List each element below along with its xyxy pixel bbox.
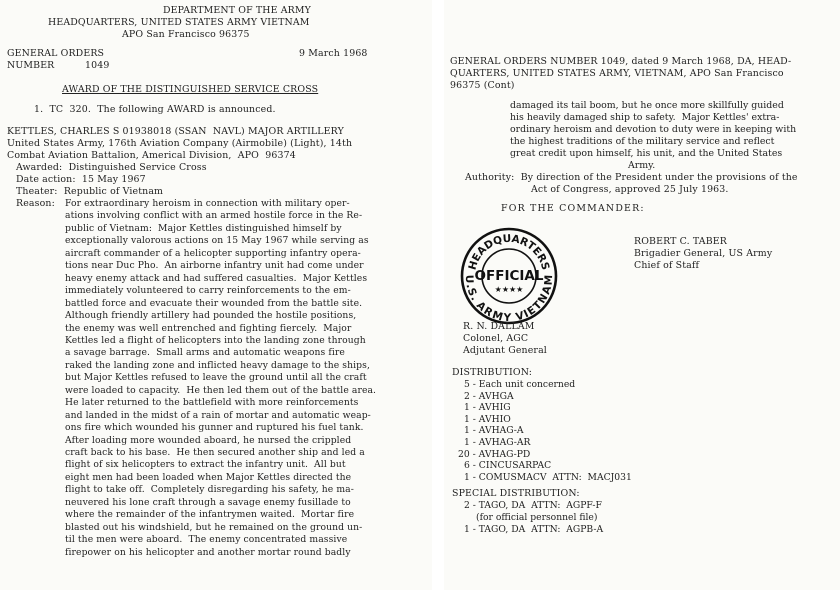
- apo-header: APO San Francisco 96375: [122, 29, 250, 40]
- order-date: 9 March 1968: [299, 48, 368, 59]
- reason-line: flight to take off. Completely disregarding his safety, he ma-: [65, 484, 354, 496]
- seal-bottom-text: U.S. ARMY VIETNAM: [462, 274, 556, 325]
- reason-line: the enemy was well entrenched and fighting fiercely. Major: [65, 322, 352, 334]
- adjutant-rank: Colonel, AGC: [463, 333, 529, 344]
- distribution-item: 6 - CINCUSARPAC: [464, 460, 552, 472]
- continuation-header-3: 96375 (Cont): [450, 80, 515, 91]
- reason-label: Reason:: [16, 198, 55, 209]
- distribution-item: 5 - Each unit concerned: [464, 379, 576, 390]
- reason-line: aircraft commander of a helicopter supporting infantry opera-: [65, 247, 361, 259]
- distribution-item: 1 - AVHAG-A: [464, 425, 524, 437]
- signer-title: Chief of Staff: [634, 260, 700, 271]
- reason-line: public of Vietnam: Major Kettles distinguished himself by: [65, 222, 342, 234]
- reason-line: but Major Kettles refused to leave the ground until all the craft: [65, 372, 367, 384]
- adjutant-name: R. N. DALLAM: [463, 321, 535, 332]
- reason-line: were loaded to capacity. He then led them out of the battle area.: [65, 384, 377, 396]
- reason-line: flight of six helicopters to extract the infantry unit. All but: [65, 459, 346, 471]
- reason-line: heavy enemy attack and had suffered casualties. Major Kettles: [65, 272, 368, 284]
- number-label: NUMBER: [7, 60, 55, 71]
- reason-line: his heavily damaged ship to safety. Major Kettles' extra-: [510, 112, 780, 123]
- department-header: DEPARTMENT OF THE ARMY: [163, 5, 311, 16]
- order-number: 1049: [85, 60, 110, 71]
- reason-line: immediately volunteered to carry reinforcements to the em-: [65, 285, 351, 297]
- distribution-label: DISTRIBUTION:: [452, 367, 533, 378]
- recipient-unit-line-2: Combat Aviation Battalion, Americal Division, APO 96374: [7, 150, 296, 161]
- seal-top-text: HEADQUARTERS: [466, 232, 552, 272]
- official-seal-stamp: [459, 226, 559, 326]
- reason-line: the highest traditions of the military service and reflect: [510, 136, 775, 147]
- continuation-header-1: GENERAL ORDERS NUMBER 1049, dated 9 March 1968, DA, HEAD-: [450, 56, 792, 67]
- authority-line-1: Authority: By direction of the President under the provisions of the: [465, 172, 798, 183]
- reason-line: exceptionally valorous actions on 15 May 1967 while serving as: [65, 235, 369, 247]
- reason-line: a savage barrage. Small arms and automatic weapons fire: [65, 347, 345, 359]
- reason-line: and landed in the midst of a rain of mortar and automatic weap-: [65, 409, 371, 421]
- theater-line: Theater: Republic of Vietnam: [16, 186, 164, 197]
- special-distribution-item: 1 - TAGO, DA ATTN: AGPB-A: [464, 524, 604, 535]
- special-distribution-item: 2 - TAGO, DA ATTN: AGPF-F: [464, 500, 602, 511]
- reason-line: raked the landing zone and inflicted heavy damage to the ships,: [65, 359, 370, 371]
- reason-line: ations involving conflict with an armed hostile force in the Re-: [65, 210, 363, 222]
- awarded-line: Awarded: Distinguished Service Cross: [16, 162, 207, 173]
- continuation-header-2: QUARTERS, UNITED STATES ARMY, VIETNAM, APO San Francisco: [450, 68, 784, 79]
- award-title: AWARD OF THE DISTINGUISHED SERVICE CROSS: [62, 84, 319, 95]
- date-action-line: Date action: 15 May 1967: [16, 174, 146, 185]
- reason-line: craft back to his base. He then secured another ship and led a: [65, 447, 365, 458]
- reason-line: damaged its tail boom, but he once more skillfully guided: [510, 100, 784, 111]
- adjutant-title: Adjutant General: [463, 345, 547, 356]
- reason-line: eight men had been loaded when Major Kettles directed the: [65, 471, 352, 483]
- signer-name: ROBERT C. TABER: [634, 236, 727, 247]
- special-distribution-note: (for official personnel file): [476, 512, 598, 523]
- reason-line: For extraordinary heroism in connection with military oper-: [65, 198, 350, 209]
- distribution-item: 1 - COMUSMACV ATTN: MACJ031: [464, 471, 632, 483]
- headquarters-header: HEADQUARTERS, UNITED STATES ARMY VIETNAM: [48, 17, 310, 28]
- reason-line: neuvered his lone craft through a savage enemy fusillade to: [65, 496, 351, 508]
- reason-line: After loading more wounded aboard, he nursed the crippled: [65, 434, 352, 446]
- reason-line: ons fire which wounded his gunner and ruptured his fuel tank.: [65, 422, 364, 434]
- signer-rank: Brigadier General, US Army: [634, 248, 773, 259]
- reason-line: Army.: [628, 160, 656, 171]
- distribution-item: 1 - AVHIG: [464, 402, 511, 414]
- seal-stars: ★★★★: [494, 285, 524, 294]
- for-the-commander: FOR THE COMMANDER:: [501, 203, 645, 214]
- reason-line: tions near Duc Pho. An airborne infantry unit had come under: [65, 260, 364, 272]
- reason-line: great credit upon himself, his unit, and the United States: [510, 148, 783, 159]
- reason-line: where the remainder of the infantrymen waited. Mortar fire: [65, 509, 355, 521]
- reason-line: battled force and evacuate their wounded from the battle site.: [65, 297, 363, 309]
- seal-center-text: OFFICIAL: [474, 268, 544, 284]
- order-page-2: [444, 0, 840, 590]
- reason-line: til the men were aboard. The enemy concentrated massive: [65, 534, 348, 546]
- distribution-item: 1 - AVHAG-AR: [464, 437, 531, 448]
- general-orders-label: GENERAL ORDERS: [7, 48, 105, 59]
- distribution-item: 2 - AVHGA: [464, 390, 514, 402]
- reason-line: ordinary heroism and devotion to duty were in keeping with: [510, 124, 797, 135]
- tc-line: 1. TC 320. The following AWARD is announced.: [34, 104, 276, 115]
- reason-line: Although friendly artillery had pounded the hostile positions,: [65, 310, 357, 322]
- reason-line: blasted out his windshield, but he remained on the ground un-: [65, 521, 363, 533]
- recipient-name: KETTLES, CHARLES S 01938018 (SSAN NAVL) MAJOR ARTILLERY: [7, 126, 344, 137]
- reason-line: Kettles led a flight of helicopters into the landing zone through: [65, 334, 366, 346]
- authority-line-2: Act of Congress, approved 25 July 1963.: [531, 184, 729, 195]
- distribution-item: 20 - AVHAG-PD: [458, 448, 531, 460]
- distribution-item: 1 - AVHIO: [464, 413, 511, 425]
- reason-line: firepower on his helicopter and another mortar round badly: [65, 546, 351, 558]
- special-distribution-label: SPECIAL DISTRIBUTION:: [452, 488, 580, 499]
- recipient-unit-line-1: United States Army, 176th Aviation Company (Airmobile) (Light), 14th: [7, 138, 353, 149]
- reason-line: He later returned to the battlefield with more reinforcements: [65, 397, 359, 409]
